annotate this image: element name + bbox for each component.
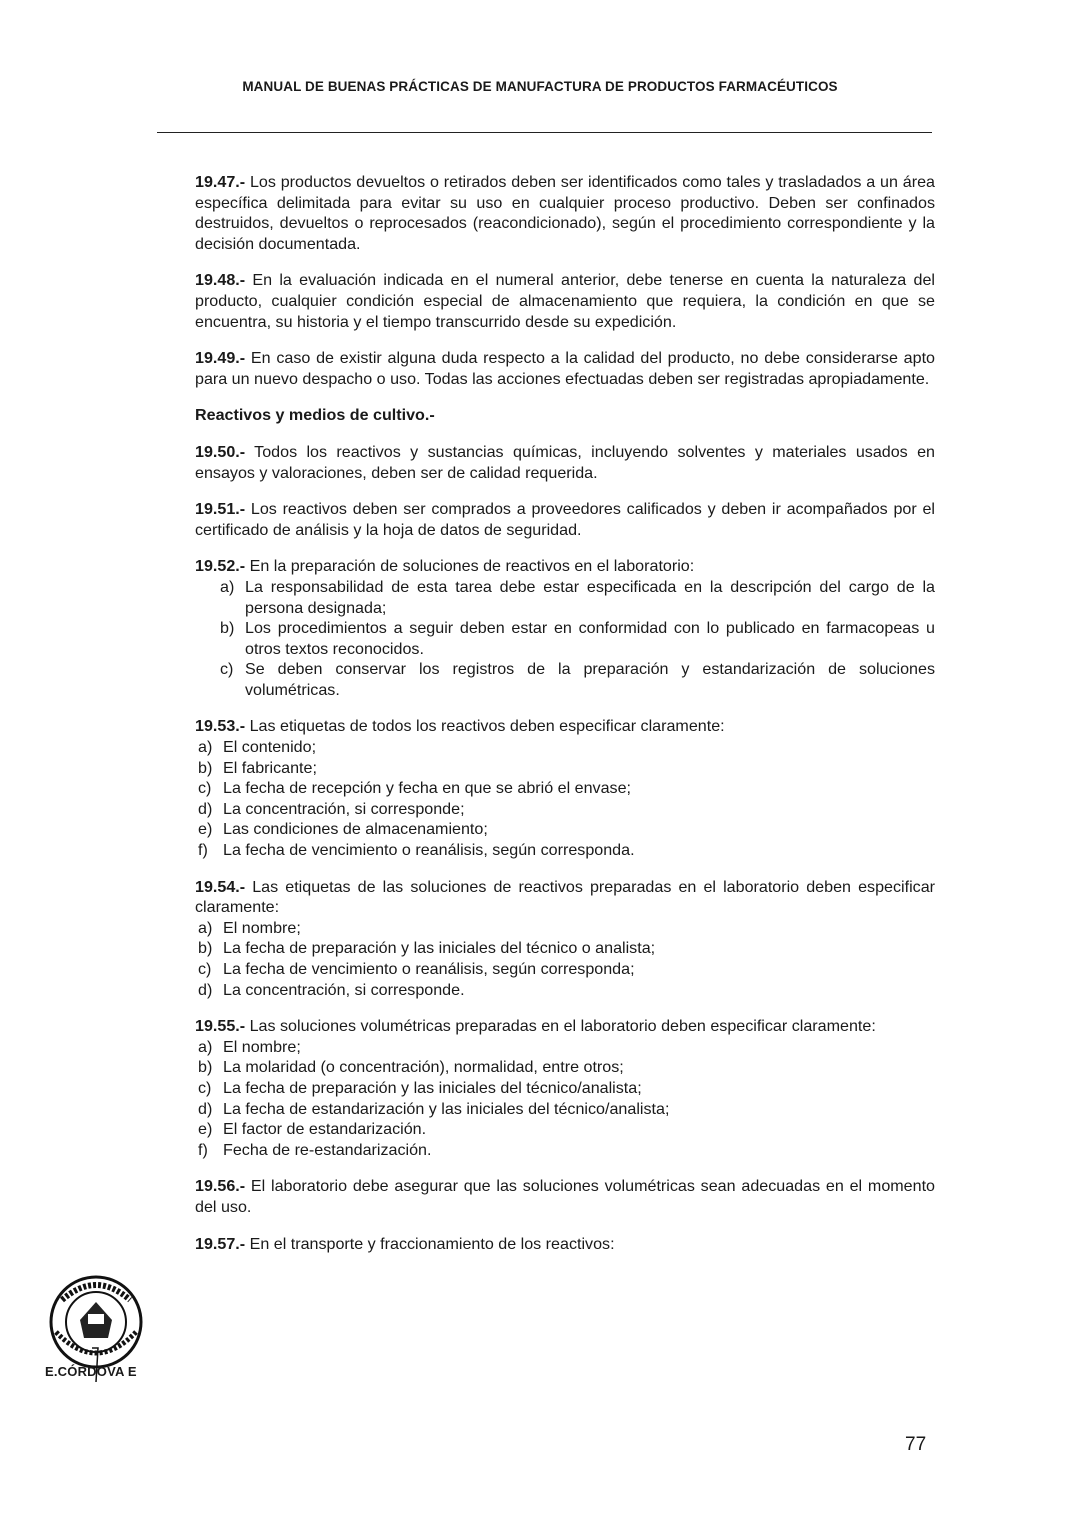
list-item — [195, 840, 935, 861]
list-item-text: Se deben conservar los registros de la preparación y estandarización de soluciones volumétricas. — [245, 660, 935, 699]
list-item — [195, 1099, 935, 1120]
list-item-label: c) — [198, 779, 212, 798]
paragraph-19-53 — [195, 716, 935, 860]
list-item-text: La fecha de preparación y las iniciales del técnico/analista; — [223, 1078, 642, 1097]
list-item — [195, 980, 935, 1001]
list-item — [195, 577, 935, 618]
list-item-text: El nombre; — [223, 1037, 301, 1056]
list-item — [195, 819, 935, 840]
list-item-label: b) — [198, 939, 213, 958]
list-item-label: f) — [198, 841, 208, 860]
list-item — [195, 659, 935, 700]
list-item — [195, 959, 935, 980]
list-item-label: b) — [198, 758, 213, 777]
list-item-label: c) — [198, 960, 212, 978]
list-item-text: La fecha de vencimiento o reanálisis, según corresponda; — [223, 960, 635, 978]
paragraph-text: Las soluciones volumétricas preparadas en el laboratorio deben especificar claramente: — [245, 1017, 876, 1036]
seal-signature: E.CÓRDOVA E — [45, 1364, 137, 1379]
list-item-text: Las condiciones de almacenamiento; — [223, 820, 488, 839]
list-item — [195, 618, 935, 659]
list-item-text: El nombre; — [223, 918, 301, 937]
list-item-label: e) — [198, 820, 213, 839]
paragraph-number: 19.54.- — [195, 877, 246, 896]
paragraph-number: 19.48.- — [195, 271, 246, 290]
list-item-label: a) — [198, 738, 213, 757]
list-item — [195, 1037, 935, 1058]
section-title: Reactivos y medios de cultivo.- — [195, 406, 435, 425]
list-item-text: Los procedimientos a seguir deben estar en conformidad con lo publicado en farmacopeas u otros textos reconocidos. — [245, 619, 935, 658]
paragraph-19-47 — [195, 172, 935, 254]
paragraph-number: 19.52.- — [195, 557, 246, 576]
paragraph-19-57 — [195, 1234, 935, 1255]
list-item-label: b) — [198, 1058, 213, 1077]
paragraph-text: Todos los reactivos y sustancias químicas, incluyendo solventes y materiales usados en ensayos y valoraciones, deben ser de calidad requerida. — [195, 442, 935, 482]
header-divider — [157, 132, 932, 133]
list-item-text: La concentración, si corresponde. — [223, 980, 465, 999]
list-item-text: La concentración, si corresponde; — [223, 799, 465, 818]
paragraph-text: El laboratorio debe asegurar que las soluciones volumétricas sean adecuadas en el momento del uso. — [195, 1177, 935, 1216]
list-item — [195, 1119, 935, 1140]
paragraph-text: Las etiquetas de las soluciones de reactivos preparadas en el laboratorio deben especificar claramente: — [195, 877, 935, 917]
paragraph-number: 19.57.- — [195, 1234, 246, 1253]
item-list — [195, 918, 935, 1000]
list-item-label: f) — [198, 1140, 208, 1159]
page-number: 77 — [905, 1434, 927, 1455]
paragraph-19-56 — [195, 1176, 935, 1217]
list-item-text: El contenido; — [223, 738, 317, 757]
list-item-label: a) — [220, 577, 235, 596]
list-item-text: El fabricante; — [223, 758, 317, 777]
list-item-text: La fecha de vencimiento o reanálisis, según corresponda. — [223, 841, 635, 860]
list-item-label: b) — [220, 619, 235, 638]
page-header: MANUAL DE BUENAS PRÁCTICAS DE MANUFACTURA DE PRODUCTOS FARMACÉUTICOS — [242, 79, 838, 94]
list-item-text: La responsabilidad de esta tarea debe estar especificada en la descripción del cargo de la persona designada; — [245, 577, 935, 617]
list-item — [195, 938, 935, 959]
paragraph-text: Los reactivos deben ser comprados a proveedores calificados y deben ir acompañados por el certificado de análisis y la hoja de datos de seguridad. — [195, 500, 935, 539]
paragraph-number: 19.47.- — [195, 173, 246, 191]
list-item — [195, 918, 935, 939]
list-item-label: d) — [198, 799, 213, 818]
item-list — [195, 577, 935, 701]
paragraph-19-49 — [195, 348, 935, 389]
list-item — [195, 758, 935, 779]
paragraph-text: En el transporte y fraccionamiento de los reactivos: — [245, 1234, 615, 1253]
list-item-label: a) — [198, 1037, 213, 1056]
list-item-text: El factor de estandarización. — [223, 1120, 427, 1139]
list-item-label: d) — [198, 980, 213, 999]
paragraph-text: Las etiquetas de todos los reactivos deben especificar claramente: — [245, 717, 725, 736]
list-item-text: La fecha de recepción y fecha en que se abrió el envase; — [223, 779, 631, 798]
paragraph-number: 19.51.- — [195, 500, 246, 519]
list-item — [195, 799, 935, 820]
list-item-text: Fecha de re-estandarización. — [223, 1140, 432, 1159]
paragraph-number: 19.55.- — [195, 1017, 246, 1036]
paragraph-19-52 — [195, 556, 935, 700]
paragraph-19-55 — [195, 1016, 935, 1160]
list-item-label: e) — [198, 1120, 213, 1139]
list-item-label: a) — [198, 918, 213, 937]
document-body — [195, 172, 935, 1270]
paragraph-text: En la evaluación indicada en el numeral anterior, debe tenerse en cuenta la naturaleza del producto, cualquier condición especial de almacenamiento que requiera, la condición en que se encuentra, su historia y el tiempo transcurrido desde su expedición. — [195, 271, 935, 331]
list-item — [195, 1078, 935, 1099]
paragraph-19-51 — [195, 499, 935, 540]
list-item-text: La fecha de preparación y las iniciales del técnico o analista; — [223, 939, 656, 958]
paragraph-text: En la preparación de soluciones de reactivos en el laboratorio: — [245, 557, 695, 576]
paragraph-19-54 — [195, 877, 935, 1001]
paragraph-text: En caso de existir alguna duda respecto a la calidad del producto, no debe considerarse apto para un nuevo despacho o uso. Todas las acciones efectuadas deben ser registradas apropiadamente. — [195, 349, 935, 388]
paragraph-19-48 — [195, 270, 935, 332]
paragraph-number: 19.53.- — [195, 717, 246, 736]
list-item-text: La molaridad (o concentración), normalidad, entre otros; — [223, 1058, 624, 1077]
paragraph-number: 19.49.- — [195, 349, 246, 368]
list-item — [195, 778, 935, 799]
item-list — [195, 737, 935, 861]
list-item-label: c) — [220, 660, 234, 679]
paragraph-text: Los productos devueltos o retirados deben ser identificados como tales y trasladados a un área específica delimitada para evitar su uso en cualquier proceso productivo. Deben ser confinados destruidos, devueltos o reprocesados (reacondicionado), según el procedimiento correspondiente y la decisión documentada. — [195, 173, 935, 253]
list-item — [195, 1140, 935, 1161]
paragraph-number: 19.56.- — [195, 1177, 246, 1196]
list-item — [195, 1057, 935, 1078]
paragraph-number: 19.50.- — [195, 442, 246, 461]
list-item-label: d) — [198, 1099, 213, 1118]
item-list — [195, 1037, 935, 1161]
paragraph-19-50 — [195, 442, 935, 483]
list-item-text: La fecha de estandarización y las iniciales del técnico/analista; — [223, 1099, 670, 1118]
list-item-label: c) — [198, 1078, 212, 1097]
list-item — [195, 737, 935, 758]
